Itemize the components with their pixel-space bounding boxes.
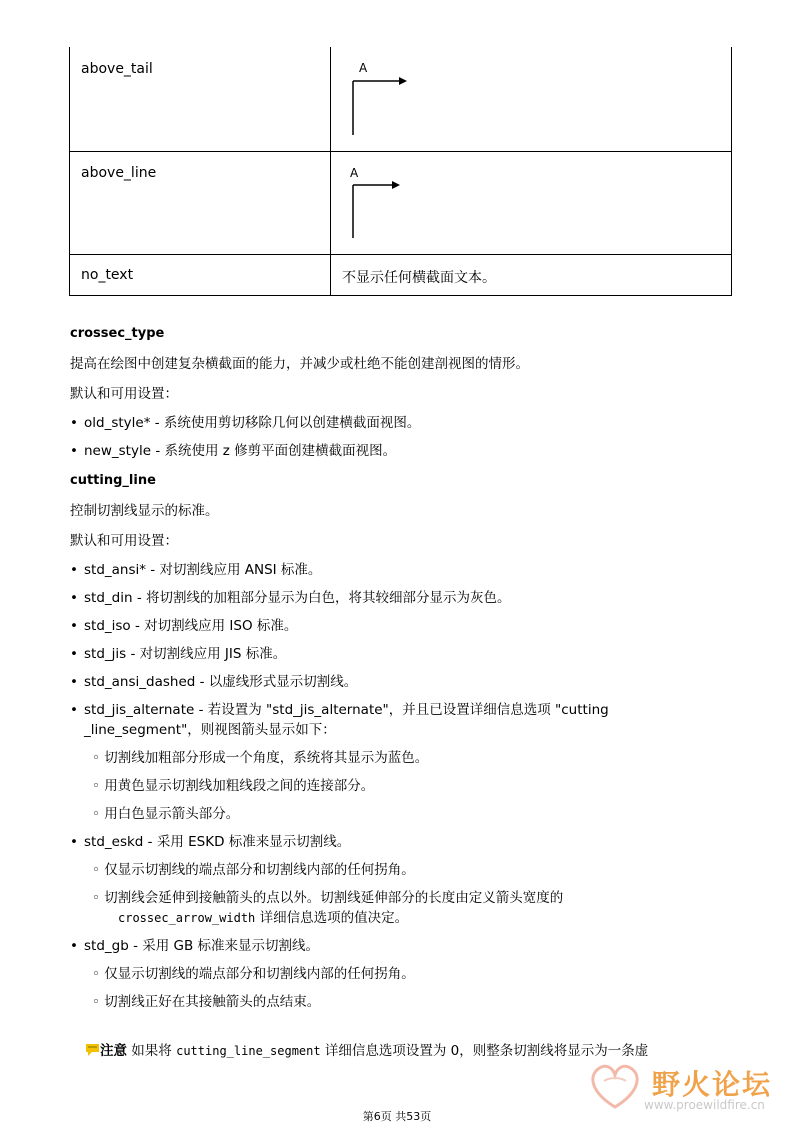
sub-list-item-continuation: crossec_arrow_width 详细信息选项的值决定。 bbox=[118, 910, 409, 926]
watermark-name: 野火论坛 bbox=[652, 1068, 773, 1101]
section-heading-cutting-line: cutting_line bbox=[70, 473, 156, 488]
code-crossec-arrow-width: crossec_arrow_width bbox=[118, 911, 256, 925]
list-item: • std_iso - 对切割线应用 ISO 标准。 bbox=[70, 618, 298, 634]
list-item: • old_style* - 系统使用剪切移除几何以创建横截面视图。 bbox=[70, 415, 421, 431]
watermark-logo-icon bbox=[584, 1055, 646, 1113]
note-icon bbox=[86, 1043, 100, 1056]
arrow-above-line-icon bbox=[349, 164, 419, 244]
table-border-bottom bbox=[69, 295, 732, 296]
table-cell-label: above_line bbox=[81, 165, 157, 181]
table-border-left bbox=[69, 47, 70, 296]
arrow-letter: A bbox=[359, 61, 368, 75]
list-item: • std_gb - 采用 GB 标准来显示切割线。 bbox=[70, 938, 320, 954]
sub-list-item: ◦ 切割线正好在其接触箭头的点结束。 bbox=[92, 994, 321, 1010]
list-item: • new_style - 系统使用 z 修剪平面创建横截面视图。 bbox=[70, 443, 397, 459]
code-cutting-line-segment: cutting_line_segment bbox=[176, 1044, 321, 1058]
arrow-above-tail-icon bbox=[349, 59, 419, 139]
section-description: 控制切割线显示的标准。 bbox=[70, 503, 219, 519]
note: 注意 如果将 cutting_line_segment 详细信息选项设置为 0，则整条切割线将显示为一条虚 bbox=[86, 1039, 648, 1059]
sub-list-item: ◦ 切割线加粗部分形成一个角度，系统将其显示为蓝色。 bbox=[92, 750, 429, 766]
sub-list-item: ◦ 仅显示切割线的端点部分和切割线内部的任何拐角。 bbox=[92, 966, 415, 982]
table-cell-label: above_tail bbox=[81, 61, 153, 77]
defaults-label: 默认和可用设置： bbox=[70, 386, 178, 402]
list-item: • std_jis - 对切割线应用 JIS 标准。 bbox=[70, 646, 287, 662]
list-item-continuation: _line_segment"，则视图箭头显示如下： bbox=[84, 722, 336, 738]
table-cell-text: 不显示任何横截面文本。 bbox=[342, 270, 496, 286]
table-column-divider bbox=[330, 47, 331, 296]
sub-list-item: ◦ 切割线会延伸到接触箭头的点以外。切割线延伸部分的长度由定义箭头宽度的 bbox=[92, 890, 564, 906]
table-row-divider bbox=[69, 151, 732, 152]
list-item: • std_eskd - 采用 ESKD 标准来显示切割线。 bbox=[70, 834, 351, 850]
page-footer: 第6页 共53页 bbox=[362, 1110, 432, 1123]
sub-list-item: ◦ 仅显示切割线的端点部分和切割线内部的任何拐角。 bbox=[92, 862, 415, 878]
settings-table bbox=[69, 47, 732, 296]
watermark-url: www.proewildfire.cn bbox=[644, 1098, 765, 1112]
table-row-divider bbox=[69, 254, 732, 255]
list-item: • std_ansi* - 对切割线应用 ANSI 标准。 bbox=[70, 562, 322, 578]
section-heading-crossec-type: crossec_type bbox=[70, 326, 165, 341]
table-border-right bbox=[731, 47, 732, 296]
section-description: 提高在绘图中创建复杂横截面的能力，并减少或杜绝不能创建剖视图的情形。 bbox=[70, 356, 529, 372]
sub-list-item: ◦ 用白色显示箭头部分。 bbox=[92, 806, 240, 822]
note-label: 注意 bbox=[100, 1043, 127, 1059]
arrow-letter: A bbox=[350, 166, 359, 180]
table-cell-label: no_text bbox=[81, 267, 134, 283]
list-item: • std_din - 将切割线的加粗部分显示为白色，将其较细部分显示为灰色。 bbox=[70, 590, 511, 606]
list-item: • std_ansi_dashed - 以虚线形式显示切割线。 bbox=[70, 674, 358, 690]
defaults-label: 默认和可用设置： bbox=[70, 533, 178, 549]
sub-list-item: ◦ 用黄色显示切割线加粗线段之间的连接部分。 bbox=[92, 778, 375, 794]
list-item: • std_jis_alternate - 若设置为 "std_jis_alternate"，并且已设置详细信息选项 "cutting bbox=[70, 702, 609, 718]
